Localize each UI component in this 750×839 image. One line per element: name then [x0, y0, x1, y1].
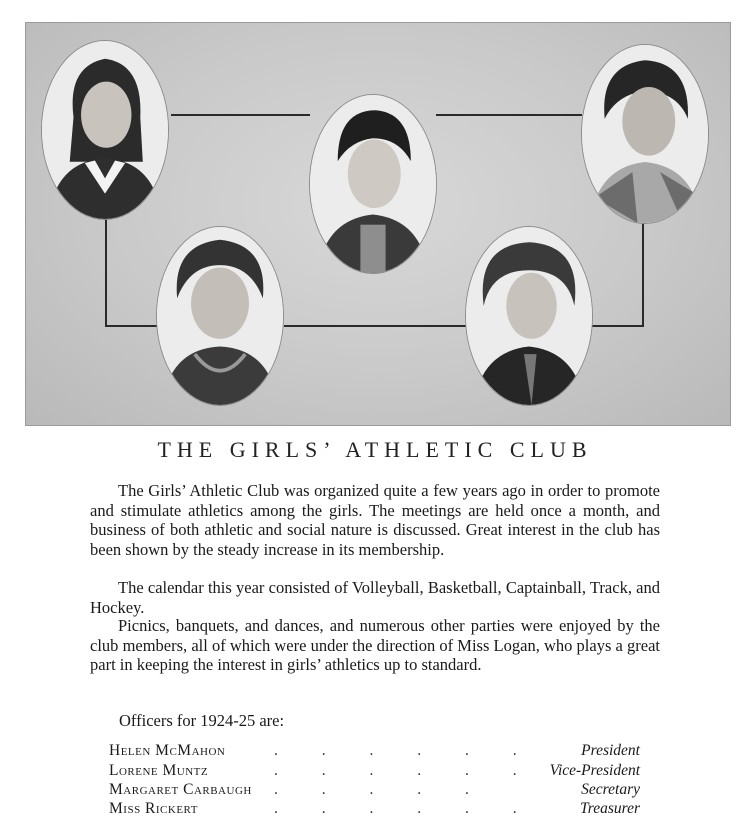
officers-heading: Officers for 1924-25 are:: [119, 711, 285, 730]
dot-leader: . . . . .: [274, 781, 489, 798]
portrait-photo: [582, 45, 708, 223]
officer-row: [109, 762, 640, 781]
officer-name: Miss Rickert: [109, 800, 198, 817]
dot-leader: . . . . . .: [274, 762, 537, 779]
portrait-figure: [466, 227, 592, 405]
dot-leader: . . . . . .: [274, 742, 537, 759]
portrait-photo: [157, 227, 283, 405]
officer-row: [109, 781, 640, 800]
dot-leader: . . . . . .: [274, 800, 537, 817]
portrait-figure: [310, 95, 436, 273]
paragraph-calendar: The calendar this year consisted of Volleyball, Basketball, Captainball, Track, and Hockey.: [90, 578, 660, 617]
page-title: THE GIRLS’ ATHLETIC CLUB: [157, 437, 593, 462]
officer-role: President: [581, 742, 640, 759]
officer-name: Helen McMahon: [109, 742, 226, 759]
paragraph-activities: Picnics, banquets, and dances, and numerous other parties were enjoyed by the club members, all of which were under the direction of Miss Logan, who plays a great part in keeping the interest in girls’ athletics up to standard.: [90, 616, 660, 674]
portrait-figure: [582, 45, 708, 223]
officer-row: [109, 800, 640, 819]
portrait-figure: [42, 41, 168, 219]
officer-role: Vice-President: [549, 762, 640, 779]
officer-role: Treasurer: [579, 800, 640, 817]
officer-row: [109, 742, 640, 761]
paragraph-history: The Girls’ Athletic Club was organized quite a few years ago in order to promote and stimulate athletics among the girls. The meetings are held once a month, and business of both athletic and social nature is discussed. Great interest in the club has been shown by the steady increase in its membership.: [90, 481, 660, 559]
portrait-photo: [42, 41, 168, 219]
portrait-photo: [466, 227, 592, 405]
photo-panel: [25, 22, 731, 426]
portrait-photo: [310, 95, 436, 273]
portrait-figure: [157, 227, 283, 405]
officer-role: Secretary: [581, 781, 640, 798]
officer-name: Margaret Carbaugh: [109, 781, 252, 798]
officer-name: Lorene Muntz: [109, 762, 209, 779]
